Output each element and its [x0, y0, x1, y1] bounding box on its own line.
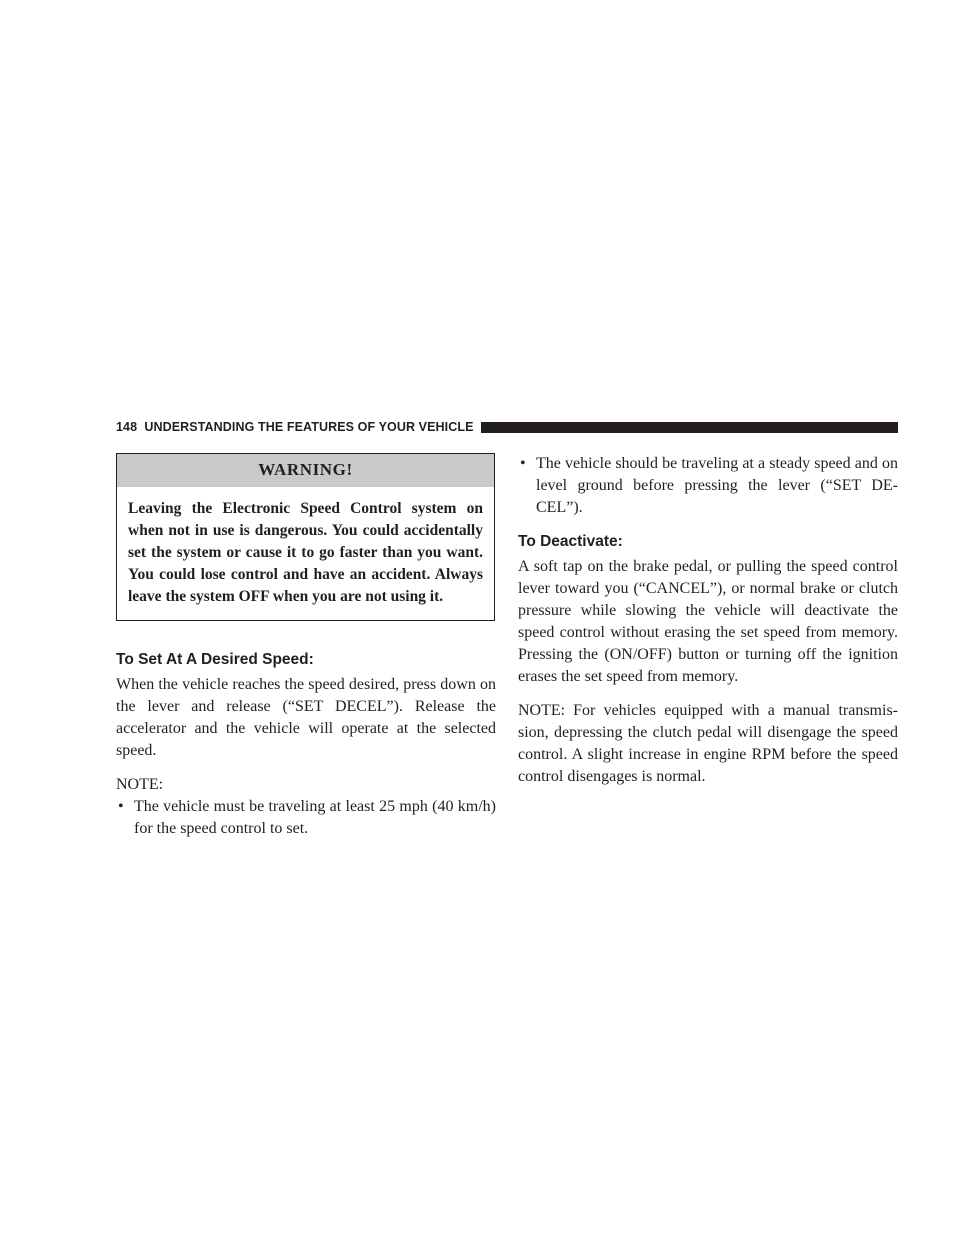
- set-speed-bullets: [116, 796, 496, 840]
- deactivate-note-label: NOTE:: [518, 702, 566, 719]
- set-speed-heading: To Set At A Desired Speed:: [116, 651, 314, 668]
- left-column: [116, 453, 496, 852]
- list-item: [116, 796, 496, 840]
- warning-title: WARNING!: [117, 454, 494, 487]
- bullet-glyph: •: [520, 455, 526, 472]
- set-speed-paragraph: When the vehicle reaches the speed desired, press down on the lever and release (“SET DECEL”). Release the accelerator and the vehicle will operate at the selected speed.: [116, 676, 496, 759]
- section-title: UNDERSTANDING THE FEATURES OF YOUR VEHICLE: [144, 420, 474, 434]
- deactivate-heading: To Deactivate:: [518, 533, 623, 550]
- set-speed-bullets-continued: [518, 453, 898, 519]
- warning-box: [116, 453, 495, 621]
- right-column: [518, 453, 898, 800]
- header-text: [116, 420, 474, 434]
- set-speed-note-label: NOTE:: [116, 776, 164, 793]
- deactivate-note-text: For vehicles equipped with a manual transmis-sion, depressing the clutch pedal will disengage the speed control. A slight increase in engine RPM before the speed control disengages is normal.: [518, 702, 898, 785]
- list-item: [518, 453, 898, 519]
- deactivate-note: [518, 700, 898, 788]
- deactivate-paragraph: A soft tap on the brake pedal, or pulling the speed control lever toward you (“CANCEL”), or normal brake or clutch pressure while slowing the vehicle will deactivate the speed control without erasing the set speed from memory. Pressing the (ON/OFF) button or turning off the ignition erases the set speed from memory.: [518, 558, 898, 685]
- list-item-text: The vehicle should be traveling at a steady speed and on level ground before pressing the lever (“SET DE-CEL”).: [536, 455, 898, 516]
- header-rule: [481, 422, 898, 433]
- warning-body: Leaving the Electronic Speed Control system on when not in use is dangerous. You could accidentally set the system or cause it to go faster than you want. You could lose control and have an accident. Always leave the system OFF when you are not using it.: [128, 500, 483, 605]
- bullet-glyph: •: [118, 798, 124, 815]
- list-item-text: The vehicle must be traveling at least 25 mph (40 km/h) for the speed control to set.: [134, 798, 496, 837]
- page-number: 148: [116, 420, 138, 434]
- page-header: [116, 418, 898, 436]
